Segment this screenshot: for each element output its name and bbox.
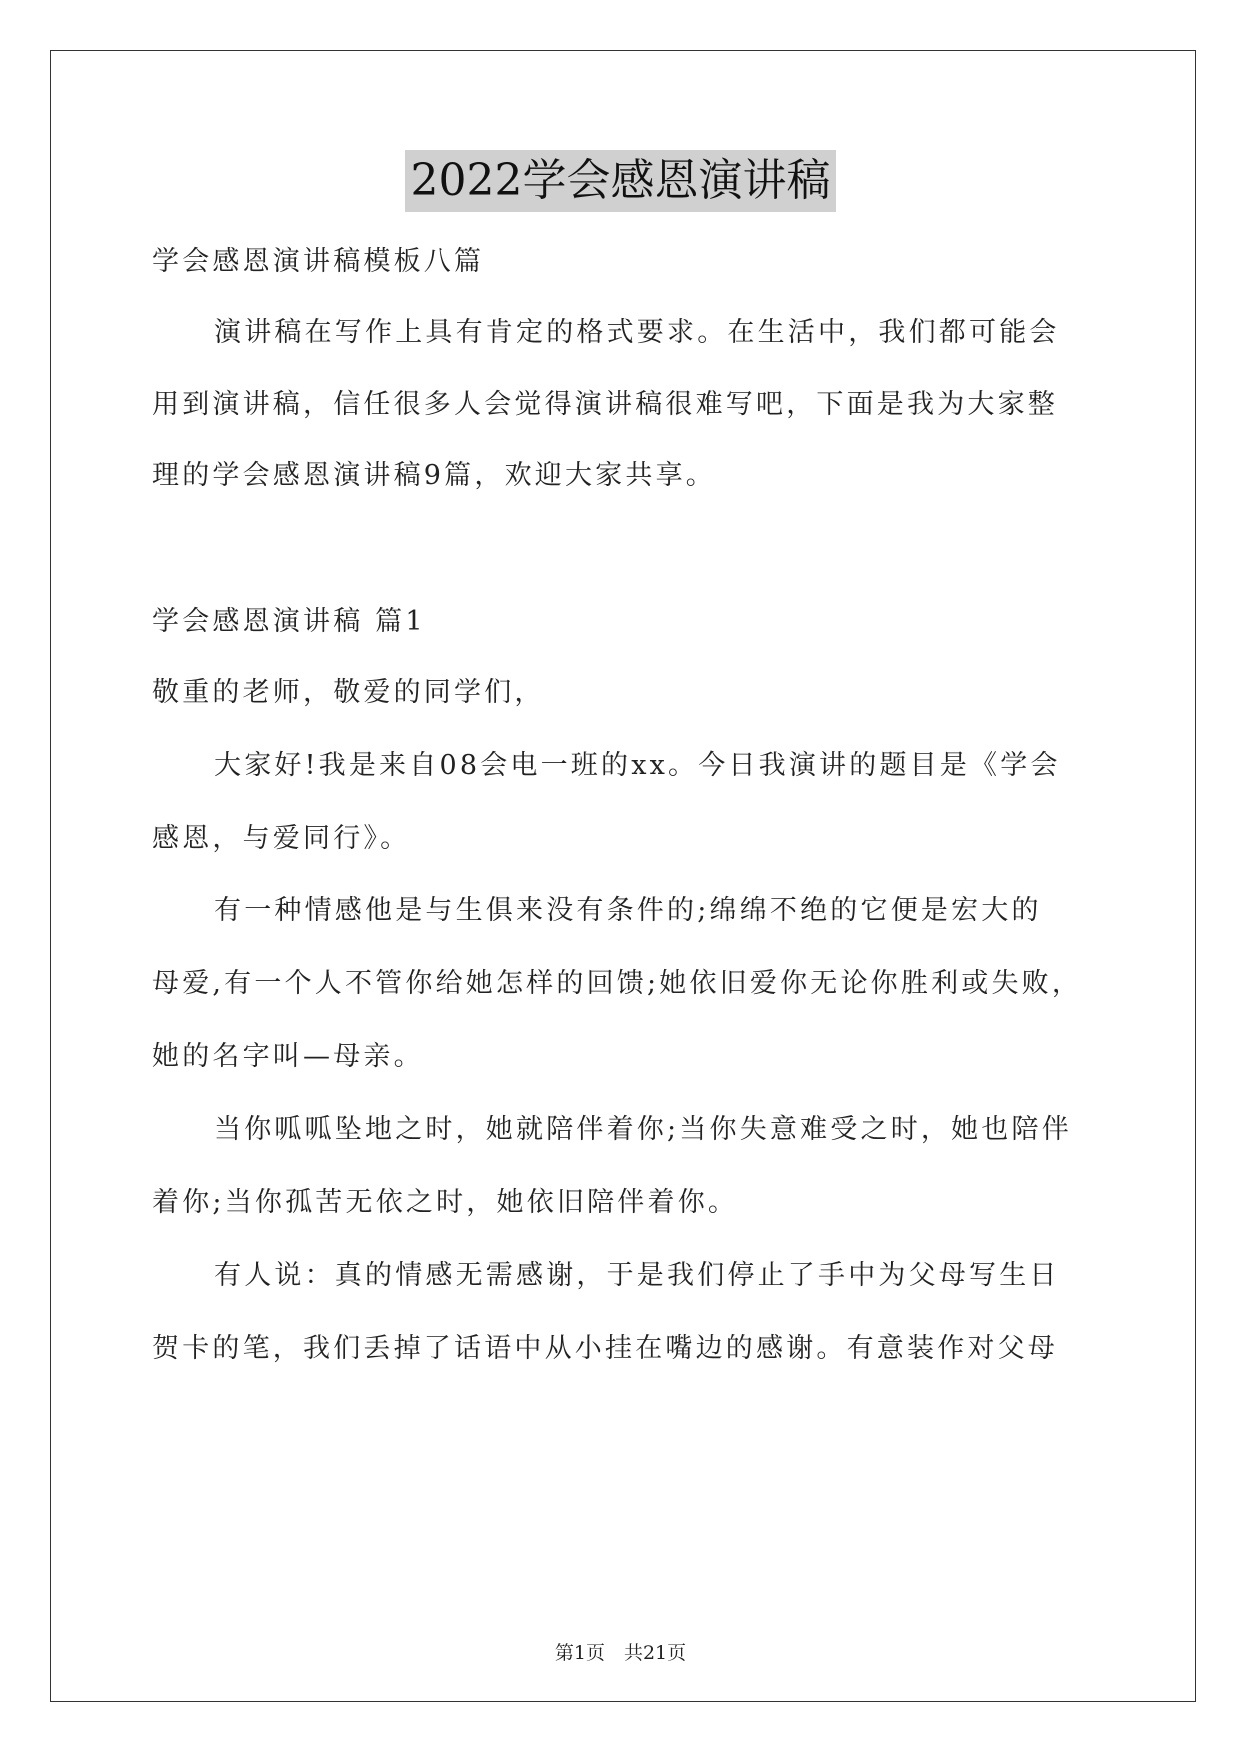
- paragraph-2-line-2: 母爱,有一个人不管你给她怎样的回馈;她依旧爱你无论你胜利或失败，: [152, 968, 1083, 999]
- page-number: 第1页 共21页: [554, 1642, 687, 1664]
- intro-line-2: 用到演讲稿，信任很多人会觉得演讲稿很难写吧，下面是我为大家整: [152, 389, 1058, 420]
- document-subtitle: 学会感恩演讲稿模板八篇: [152, 246, 485, 277]
- title-container: [0, 150, 1241, 212]
- document-title: 2022学会感恩演讲稿: [405, 150, 837, 212]
- section-heading: 学会感恩演讲稿 篇1: [152, 606, 426, 637]
- paragraph-1-line-1: 大家好!我是来自08会电一班的xx。今日我演讲的题目是《学会: [214, 750, 1061, 781]
- intro-line-1: 演讲稿在写作上具有肯定的格式要求。在生活中，我们都可能会: [214, 317, 1060, 348]
- intro-line-3: 理的学会感恩演讲稿9篇，欢迎大家共享。: [152, 460, 716, 491]
- paragraph-4-line-1: 有人说：真的情感无需感谢，于是我们停止了手中为父母写生日: [214, 1260, 1060, 1291]
- paragraph-1-line-2: 感恩，与爱同行》。: [152, 823, 411, 854]
- paragraph-3-line-1: 当你呱呱坠地之时，她就陪伴着你;当你失意难受之时，她也陪伴: [214, 1114, 1072, 1145]
- paragraph-2-line-1: 有一种情感他是与生俱来没有条件的;绵绵不绝的它便是宏大的: [214, 895, 1042, 926]
- paragraph-3-line-2: 着你;当你孤苦无依之时，她依旧陪伴着你。: [152, 1187, 739, 1218]
- page-border: [50, 50, 1196, 1702]
- paragraph-4-line-2: 贺卡的笔，我们丢掉了话语中从小挂在嘴边的感谢。有意装作对父母: [152, 1333, 1058, 1364]
- salutation: 敬重的老师，敬爱的同学们，: [152, 677, 545, 708]
- paragraph-2-line-3: 她的名字叫—母亲。: [152, 1041, 424, 1072]
